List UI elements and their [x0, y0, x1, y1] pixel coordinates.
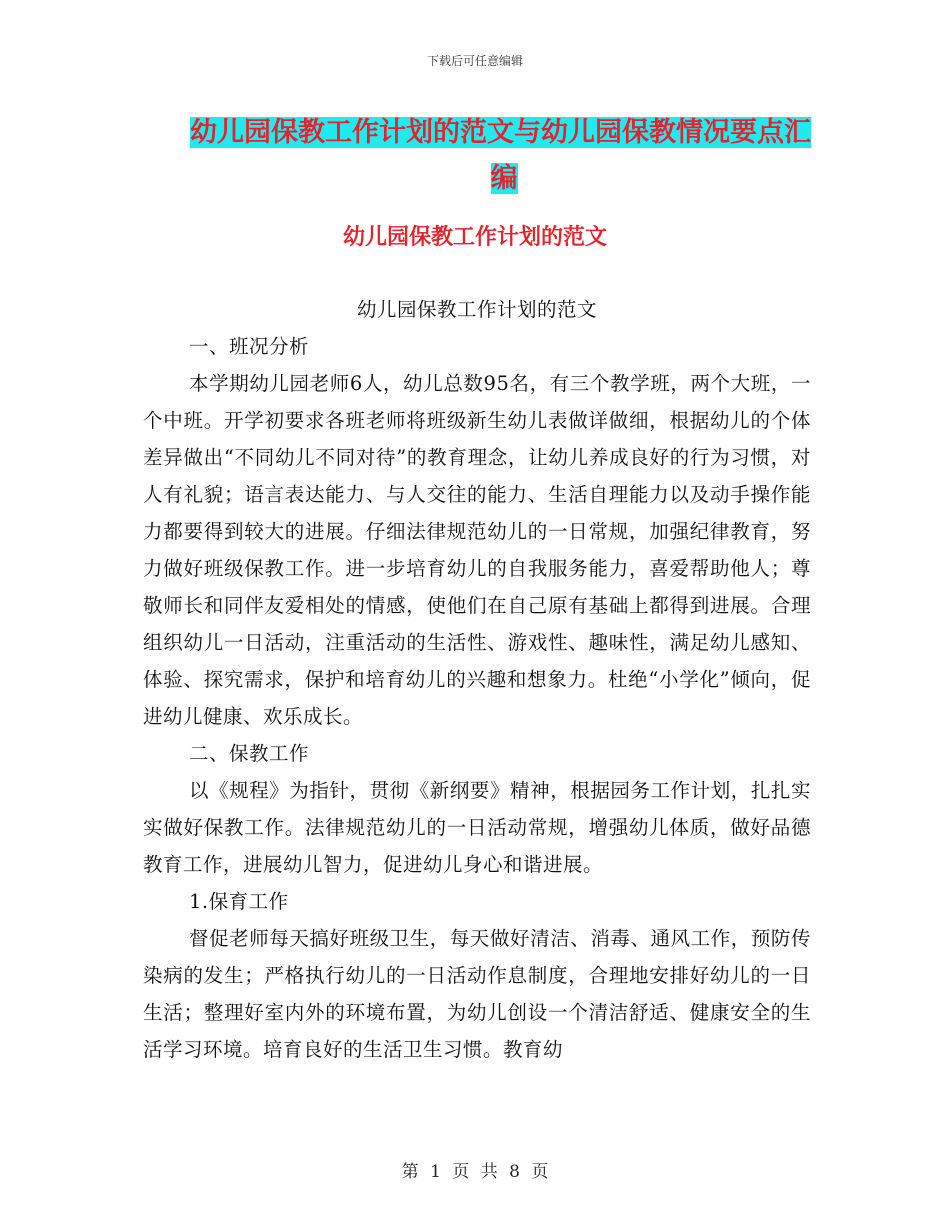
page-footer: 第 1 页 共 8 页: [401, 1162, 549, 1182]
heading-nursing-work: 1.保育工作: [189, 890, 289, 913]
title-highlight: 编: [490, 163, 518, 194]
document-title-line-2: [190, 156, 810, 202]
document-title-line-1: [190, 110, 810, 156]
title-highlight: 幼儿园保教工作计划的范文与幼儿园保教情况要点汇: [190, 117, 811, 148]
paragraph-nursing-work: 督促老师每天搞好班级卫生，每天做好清洁、消毒、通风工作，预防传染病的发生；严格执行幼儿的一日活动作息制度，合理地安排好幼儿的一日生活；整理好室内外的环境布置，为幼儿创设一个清洁舒适、健康安全的生活学习环境。培育良好的生活卫生习惯。教育幼: [143, 927, 811, 1061]
heading-class-analysis: 一、班况分析: [189, 335, 310, 358]
document-title: [190, 110, 810, 202]
paragraph-class-analysis: 本学期幼儿园老师6人，幼儿总数95名，有三个教学班，两个大班，一个中班。开学初要求各班老师将班级新生幼儿表做详做细，根据幼儿的个体差异做出“不同幼儿不同对待”的教育理念，让幼儿养成良好的行为习惯，对人有礼貌；语言表达能力、与人交往的能力、生活自理能力以及动手操作能力都要得到较大的进展。仔细法律规范幼儿的一日常规，加强纪律教育，努力做好班级保教工作。进一步培育幼儿的自我服务能力，喜爱帮助他人；尊敬师长和同伴友爱相处的情感，使他们在自己原有基础上都得到进展。合理组织幼儿一日活动，注重活动的生活性、游戏性、趣味性，满足幼儿感知、体验、探究需求，保护和培育幼儿的兴趣和想象力。杜绝“小学化”倾向，促进幼儿健康、欢乐成长。: [143, 372, 811, 728]
heading-care-education: 二、保教工作: [189, 742, 310, 765]
section-title: 幼儿园保教工作计划的范文: [342, 225, 607, 250]
document-body: [143, 291, 811, 1068]
subtitle-paragraph: 幼儿园保教工作计划的范文: [356, 298, 597, 321]
paragraph-care-education: 以《规程》为指针，贯彻《新纲要》精神，根据园务工作计划，扎扎实实做好保教工作。法律规范幼儿的一日活动常规，增强幼儿体质，做好品德教育工作，进展幼儿智力，促进幼儿身心和谐进展。: [143, 779, 811, 876]
header-note: 下载后可任意编辑: [426, 54, 523, 68]
